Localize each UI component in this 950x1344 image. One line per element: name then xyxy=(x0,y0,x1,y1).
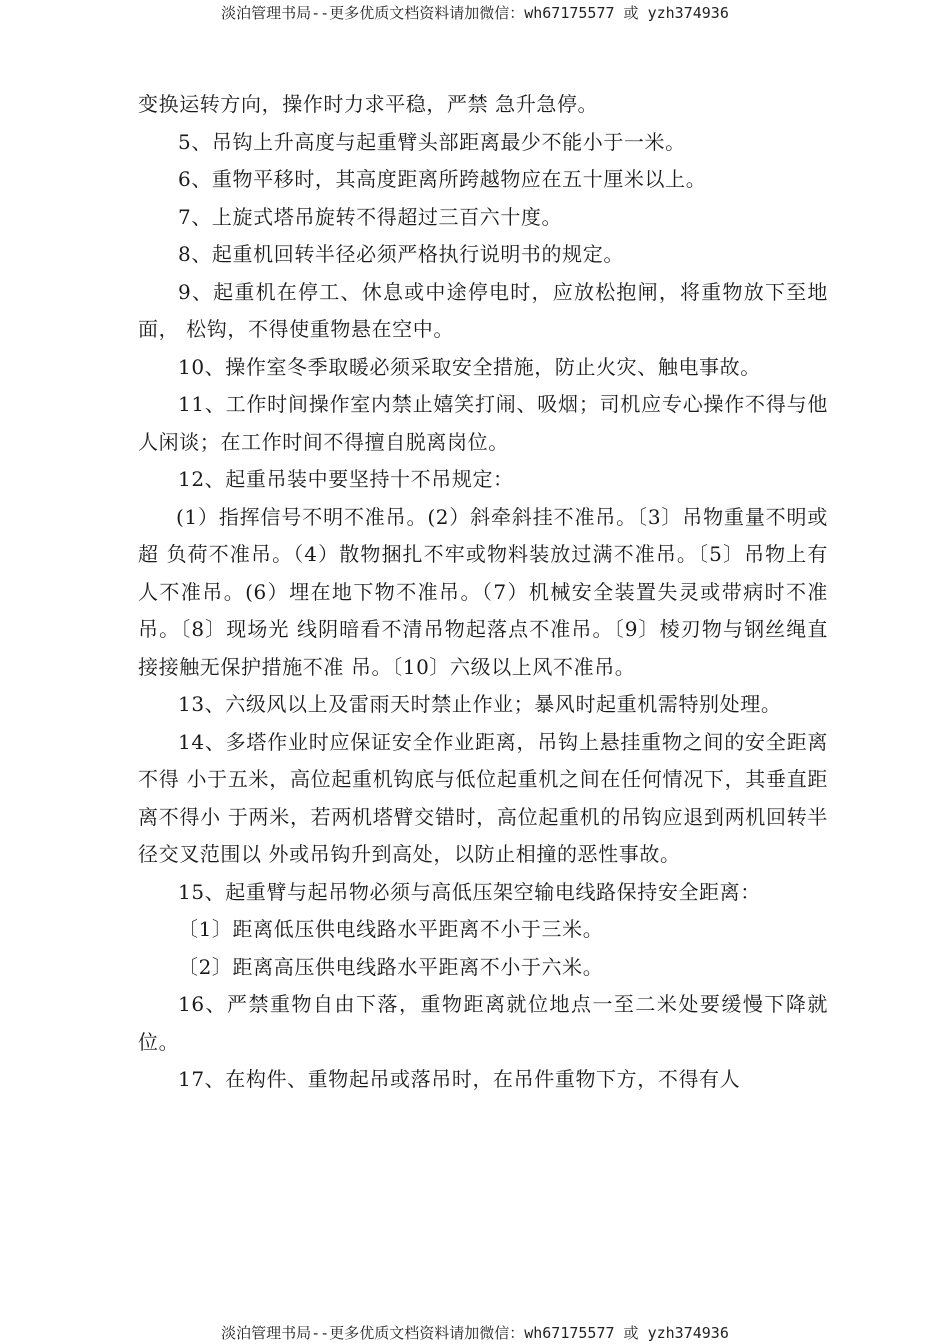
document-body xyxy=(138,86,828,1099)
paragraph-item-12: 12、起重吊装中要坚持十不吊规定： xyxy=(178,467,514,491)
paragraph-item-16: 16、严禁重物自由下落，重物距离就位地点一至二米处要缓慢下降就位。 xyxy=(138,992,828,1054)
paragraph-item-11: 11、工作时间操作室内禁止嬉笑打闹、吸烟；司机应专心操作不得与他人闲谈；在工作时间不得擅自脱离岗位。 xyxy=(138,392,828,454)
paragraph-item-15-sub-1: 〔1〕距离低压供电线路水平距离不小于三米。 xyxy=(178,917,604,941)
paragraph-item-8: 8、起重机回转半径必须严格执行说明书的规定。 xyxy=(178,242,624,266)
paragraph-item-6: 6、重物平移时，其高度距离所跨越物应在五十厘米以上。 xyxy=(178,167,707,191)
paragraph-item-15-sub-2: 〔2〕距离高压供电线路水平距离不小于六米。 xyxy=(178,954,604,979)
paragraph-ten-rules-list: (1）指挥信号不明不准吊。(2）斜牵斜挂不准吊。〔3〕吊物重量不明或超 负荷不准吊。（4）散物捆扎不牢或物料装放过满不准吊。〔5〕吊物上有人不准吊。(6）埋在地下物不准吊。（7）机械安全装置失灵或带病时不准吊。〔8〕现场光 线阴暗看不清吊物起落点不准吊。〔9〕棱刃物与钢丝绳直接接触无保护措施不准 吊。〔10〕六级以上风不准吊。 xyxy=(138,504,828,679)
paragraph-item-15: 15、起重臂与起吊物必须与高低压架空输电线路保持安全距离： xyxy=(178,879,761,904)
paragraph-item-7: 7、上旋式塔吊旋转不得超过三百六十度。 xyxy=(178,204,563,229)
paragraph-item-17: 17、在构件、重物起吊或落吊时，在吊件重物下方，不得有人 xyxy=(178,1067,741,1091)
page-header-watermark: 淡泊管理书局--更多优质文档资料请加微信：wh67175577 或 yzh374936 xyxy=(221,4,729,22)
paragraph-continuation: 变换运转方向，操作时力求平稳，严禁 急升急停。 xyxy=(138,92,599,116)
page-footer-watermark: 淡泊管理书局--更多优质文档资料请加微信：wh67175577 或 yzh374936 xyxy=(221,1324,729,1342)
paragraph-item-5: 5、吊钩上升高度与起重臂头部距离最少不能小于一米。 xyxy=(178,129,686,154)
paragraph-item-13: 13、六级风以上及雷雨天时禁止作业；暴风时起重机需特别处理。 xyxy=(178,692,782,716)
paragraph-item-10: 10、操作室冬季取暖必须采取安全措施，防止火灾、触电事故。 xyxy=(178,354,761,379)
paragraph-item-14: 14、多塔作业时应保证安全作业距离，吊钩上悬挂重物之间的安全距离不得 小于五米，高位起重机钩底与低位起重机之间在任何情况下，其垂直距离不得小 于两米，若两机塔臂交错时，高位起重机的吊钩应退到两机回转半径交叉范围以 外或吊钩升到高处，以防止相撞的恶性事故。 xyxy=(138,729,828,866)
paragraph-item-9: 9、起重机在停工、休息或中途停电时，应放松抱闸，将重物放下至地面， 松钩，不得使重物悬在空中。 xyxy=(138,279,828,341)
